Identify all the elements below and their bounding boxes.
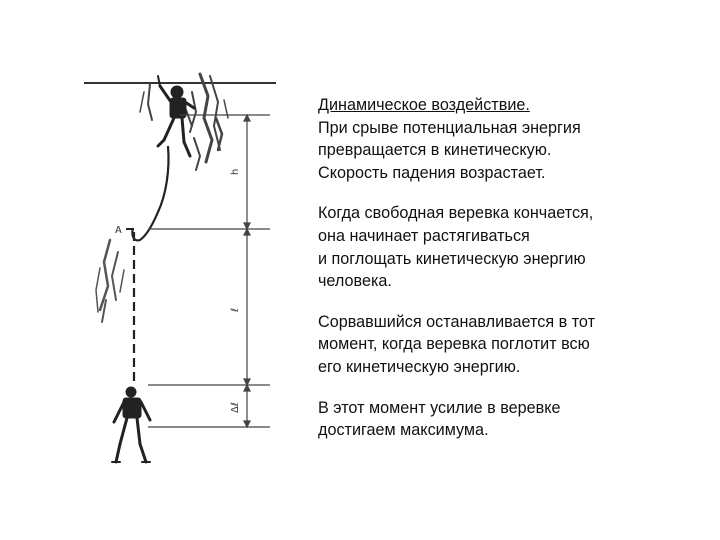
paragraph-2	[318, 202, 648, 292]
paragraph-4-line-2: достигаем максимума.	[318, 421, 489, 440]
paragraph-4-line-1: В этот момент усилие в веревке	[318, 398, 561, 417]
climber-fallen-figure	[112, 387, 150, 462]
paragraph-1-line-2: превращается в кинетическую.	[318, 141, 552, 160]
paragraph-2-line-3: и поглощать кинетическую энергию	[318, 249, 586, 268]
dimension-h-label: h	[230, 168, 241, 175]
paragraph-3	[318, 311, 648, 379]
dimension-l-label: ℓ	[230, 307, 241, 312]
dimension-line	[244, 115, 250, 427]
paragraph-1-line-3: Скорость падения возрастает.	[318, 163, 546, 182]
rock-texture-top	[140, 74, 228, 170]
paragraph-3-line-2: момент, когда веревка поглотит всю	[318, 335, 590, 354]
paragraph-1-line-1: При срыве потенциальная энергия	[318, 118, 581, 137]
rock-texture-left	[96, 240, 124, 322]
paragraph-3-line-3: его кинетическую энергию.	[318, 357, 521, 376]
paragraph-1	[318, 94, 648, 184]
rope-slack	[132, 146, 168, 240]
paragraph-2-line-2: она начинает растягиваться	[318, 226, 530, 245]
paragraph-2-line-4: человека.	[318, 272, 392, 291]
dimension-extensions	[148, 115, 270, 427]
explanation-text	[318, 94, 648, 460]
paragraph-3-line-1: Сорвавшийся останавливается в тот	[318, 312, 595, 331]
paragraph-2-line-1: Когда свободная веревка кончается,	[318, 204, 594, 223]
paragraph-4	[318, 397, 648, 442]
dimension-dl-label: Δℓ	[230, 402, 241, 413]
paragraph-1-title: Динамическое воздействие.	[318, 96, 530, 114]
point-a-label: A	[115, 225, 122, 236]
